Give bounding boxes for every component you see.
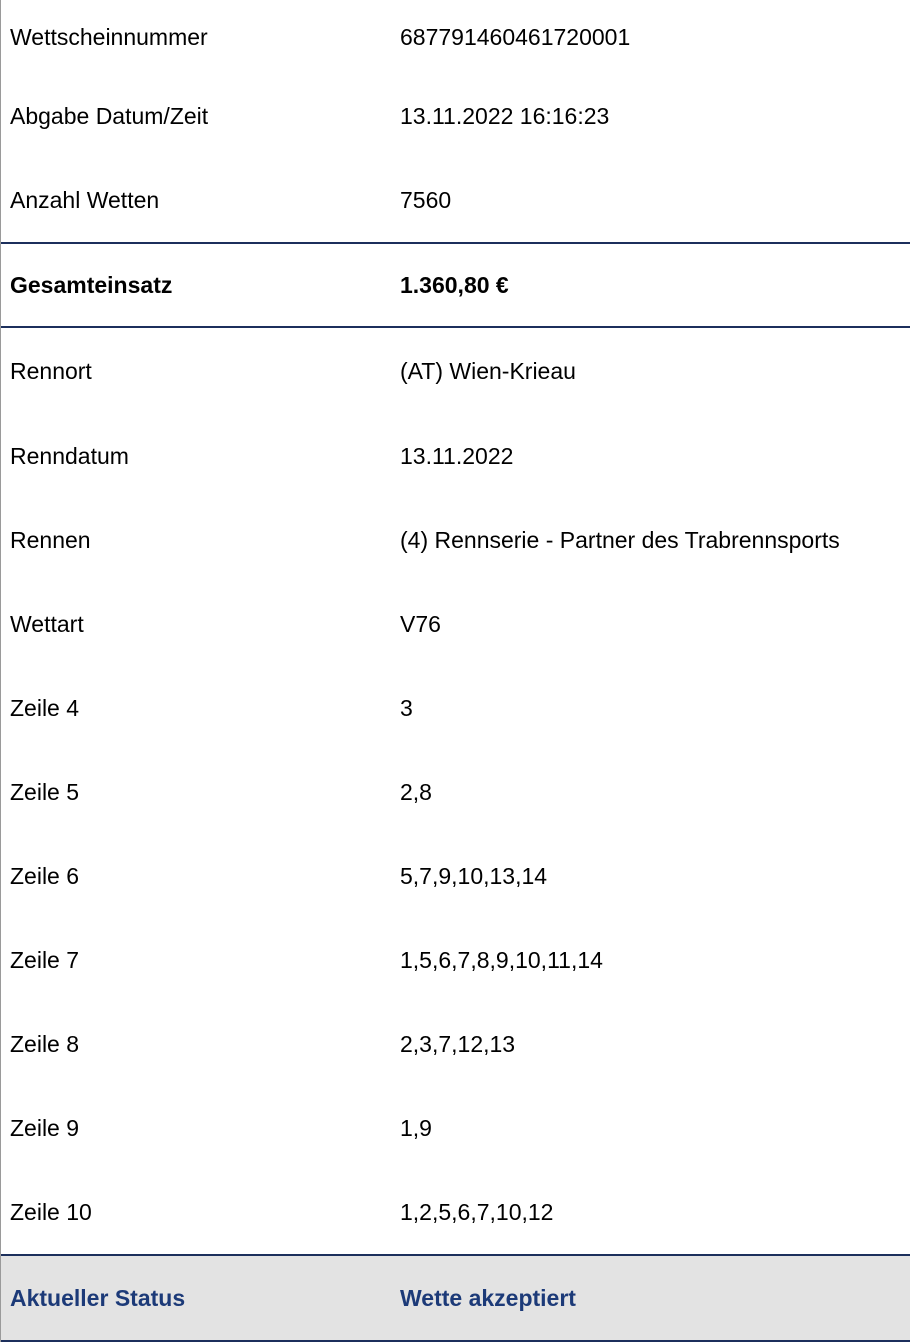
race-location-label: Rennort bbox=[10, 357, 92, 384]
leg-label: Zeile 9 bbox=[10, 1114, 80, 1141]
bet-count-label: Anzahl Wetten bbox=[10, 186, 160, 213]
leg-label: Zeile 4 bbox=[10, 694, 80, 721]
race-date-label: Renndatum bbox=[10, 442, 129, 469]
total-stake-row bbox=[1, 242, 910, 328]
race-date-row bbox=[1, 414, 910, 498]
leg-selection: 2,3,7,12,13 bbox=[400, 1030, 516, 1057]
bet-type-value: V76 bbox=[400, 610, 441, 637]
leg-row bbox=[1, 750, 910, 834]
race-value: (4) Rennserie - Partner des Trabrennsports bbox=[400, 526, 840, 553]
race-date-value: 13.11.2022 bbox=[400, 442, 514, 469]
race-row bbox=[1, 498, 910, 582]
leg-label: Zeile 7 bbox=[10, 946, 80, 973]
leg-selection: 1,9 bbox=[400, 1114, 432, 1141]
current-status-row bbox=[1, 1254, 910, 1342]
leg-row bbox=[1, 1002, 910, 1086]
leg-selection: 1,2,5,6,7,10,12 bbox=[400, 1198, 554, 1225]
leg-row bbox=[1, 1170, 910, 1254]
race-location-row bbox=[1, 328, 910, 414]
leg-row bbox=[1, 918, 910, 1002]
bet-count-row bbox=[1, 158, 910, 242]
bet-type-row bbox=[1, 582, 910, 666]
submission-datetime-value: 13.11.2022 16:16:23 bbox=[400, 102, 610, 129]
leg-label: Zeile 6 bbox=[10, 862, 80, 889]
bet-count-value: 7560 bbox=[400, 186, 452, 213]
leg-selection: 3 bbox=[400, 694, 413, 721]
total-stake-value: 1.360,80 € bbox=[400, 271, 509, 298]
leg-selection: 2,8 bbox=[400, 778, 432, 805]
leg-label: Zeile 5 bbox=[10, 778, 80, 805]
total-stake-label: Gesamteinsatz bbox=[10, 271, 173, 298]
leg-row bbox=[1, 1086, 910, 1170]
ticket-number-row bbox=[1, 0, 910, 74]
leg-row bbox=[1, 834, 910, 918]
race-label: Rennen bbox=[10, 526, 91, 553]
leg-label: Zeile 8 bbox=[10, 1030, 80, 1057]
race-location-value: (AT) Wien-Krieau bbox=[400, 357, 576, 384]
ticket-number-label: Wettscheinnummer bbox=[10, 23, 208, 50]
ticket-number-value: 687791460461720001 bbox=[400, 23, 631, 50]
current-status-label: Aktueller Status bbox=[10, 1284, 186, 1311]
submission-datetime-label: Abgabe Datum/Zeit bbox=[10, 102, 209, 129]
submission-datetime-row bbox=[1, 74, 910, 158]
leg-selection: 1,5,6,7,8,9,10,11,14 bbox=[400, 946, 603, 973]
current-status-value: Wette akzeptiert bbox=[400, 1284, 576, 1311]
bet-type-label: Wettart bbox=[10, 610, 84, 637]
leg-selection: 5,7,9,10,13,14 bbox=[400, 862, 548, 889]
leg-label: Zeile 10 bbox=[10, 1198, 92, 1225]
leg-row bbox=[1, 666, 910, 750]
